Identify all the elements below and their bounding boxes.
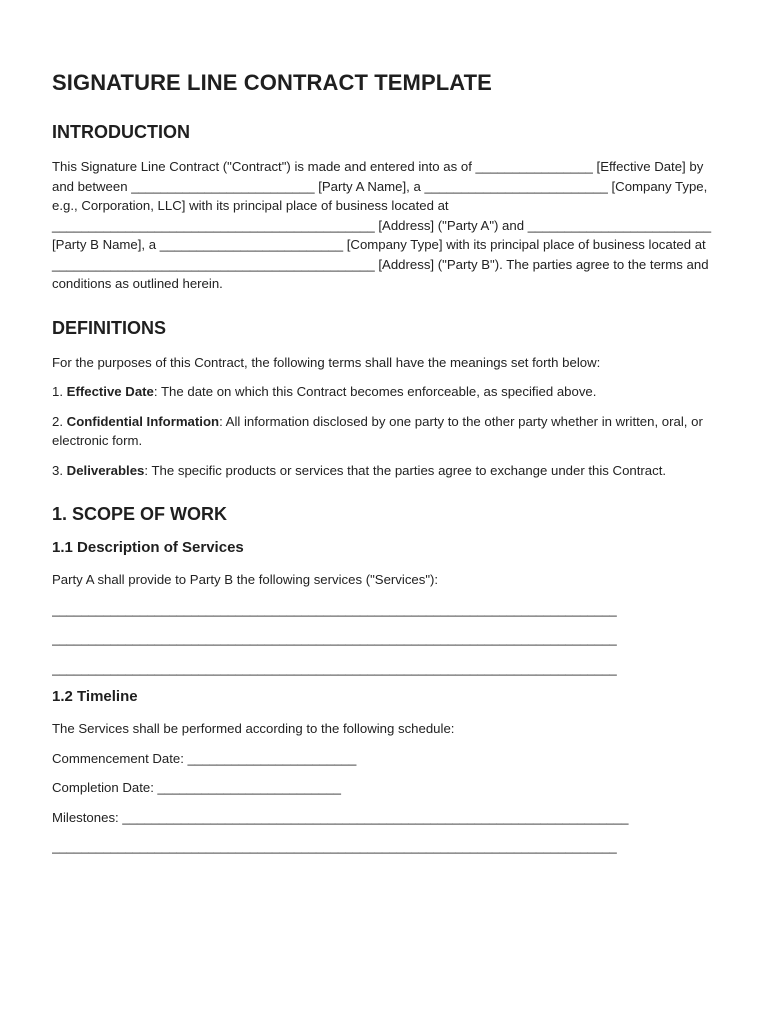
- definitions-intro: For the purposes of this Contract, the following terms shall have the meanings set forth below:: [52, 354, 601, 370]
- timeline-heading: 1.2 Timeline: [52, 688, 138, 705]
- definition-item-deliverables: [52, 461, 718, 481]
- definition-text: : The date on which this Contract becomes enforceable, as specified above.: [153, 384, 597, 399]
- services-blank-line[interactable]: _____________________________________________________________________________: [52, 631, 617, 646]
- definition-term: Confidential Information: [66, 413, 220, 429]
- definition-term: Deliverables: [66, 462, 145, 478]
- definition-term: Effective Date: [66, 384, 154, 399]
- introduction-paragraph: This Signature Line Contract ("Contract") is made and entered into as of ________________ [Effective Date] by and between _________________________ [Party A Name], a _________________________ [Company Type, e.g., Corporation, LLC] with its principal place of business located at ____________________________________________ [Address] ("Party A") and _________________________ [Party B Name], a _________________________ [Company Type] with its principal place of business located at ____________________________________________ [Address] ("Party B"). The parties agree to the terms and conditions as outlined herein.: [52, 159, 712, 291]
- definition-item-confidential-information: [52, 412, 718, 451]
- timeline-text: The Services shall be performed according to the following schedule:: [52, 721, 455, 736]
- introduction-heading: INTRODUCTION: [52, 122, 190, 142]
- services-blank-line[interactable]: _____________________________________________________________________________: [52, 601, 617, 617]
- definitions-heading: DEFINITIONS: [52, 317, 167, 338]
- definition-number: 3.: [52, 462, 67, 478]
- milestones-blank-line[interactable]: _____________________________________________________________________________: [52, 839, 617, 854]
- commencement-date-field[interactable]: Commencement Date: _______________________: [52, 750, 357, 766]
- description-of-services-text: Party A shall provide to Party B the following services ("Services"):: [52, 572, 439, 587]
- definition-number: 2.: [52, 413, 67, 429]
- services-blank-line[interactable]: _____________________________________________________________________________: [52, 660, 617, 676]
- scope-heading: 1. SCOPE OF WORK: [52, 504, 228, 524]
- document-title: SIGNATURE LINE CONTRACT TEMPLATE: [52, 70, 492, 95]
- definition-number: 1.: [52, 384, 67, 399]
- milestones-field[interactable]: Milestones: _____________________________________________________________________: [52, 809, 629, 825]
- completion-date-field[interactable]: Completion Date: _________________________: [52, 780, 341, 795]
- definition-text: : All information disclosed by one party to the other party whether in written, oral, or electronic form.: [52, 413, 703, 448]
- description-of-services-heading: 1.1 Description of Services: [52, 539, 244, 556]
- definition-item-effective-date: [52, 382, 718, 402]
- definition-text: : The specific products or services that the parties agree to exchange under this Contract.: [144, 462, 667, 478]
